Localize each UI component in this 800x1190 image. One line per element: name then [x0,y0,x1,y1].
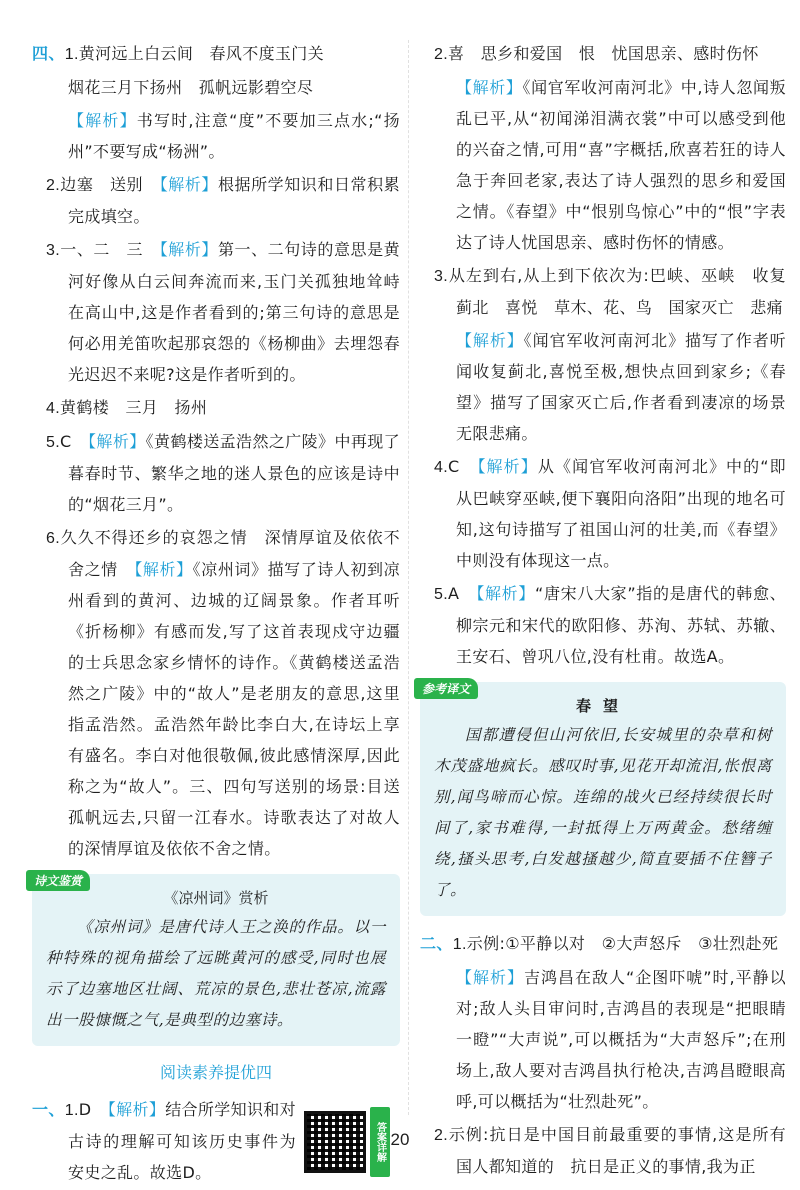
analysis-tag: 【解析】 [159,240,218,259]
q-num: 2. [46,177,61,194]
answer-r-q3 [420,260,786,323]
answer-text: D [78,1100,108,1119]
answer-text: C [60,432,89,451]
answer-s2-q2 [420,1119,786,1182]
q-num: 1. [64,1102,79,1119]
answer-text: 久久不得还乡的哀怨之情 深情厚谊及依依不舍之情 [60,528,400,579]
analysis-tag: 【解析】 [456,78,523,97]
answer-s4-q1 [32,38,400,70]
analysis-text: “唐宋八大家”指的是唐代的韩愈、柳宗元和宋代的欧阳修、苏洵、苏轼、苏辙、王安石、曾巩八位,没有杜甫。故选A。 [456,584,786,666]
section-label-4: 四、 [32,44,65,63]
q-num: 2. [434,46,449,63]
analysis-text: 《黄鹤楼送孟浩然之广陵》中再现了暮春时节、繁华之地的迷人景色的应该是诗中的“烟花三月”。 [68,432,400,514]
answer-s4-q4 [32,392,400,424]
q-num: 4. [434,459,449,476]
analysis-tag: 【解析】 [456,968,524,987]
section-label-1: 一、 [32,1100,65,1119]
analysis-text: 根据所学知识和日常积累完成填空。 [68,175,400,226]
analysis-tag: 【解析】 [476,584,536,603]
q-num: 4. [46,400,61,417]
column-divider [408,40,409,1115]
answer-text: 从左到右,从上到下依次为:巴峡、巫峡 收复蓟北 喜悦 草木、花、鸟 国家灭亡 悲痛 [448,266,786,317]
analysis-text: 吉鸿昌在敌人“企图吓唬”时,平静以对;敌人头目审问时,吉鸿昌的表现是“把眼睛一瞪”“大声说”,可以概括为“大声怒斥”;在刑场上,敌人要对吉鸿昌执行枪决,吉鸿昌瞪眼高呼,可以概括为“壮烈赴死”。 [456,968,786,1111]
analysis-tag: 【解析】 [68,111,137,130]
analysis-tag: 【解析】 [477,457,538,476]
analysis-tag: 【解析】 [88,432,146,451]
appreciation-title: 《凉州词》赏析 [163,889,269,907]
answer-s4-q5 [32,426,400,520]
qr-label: 答案详解 [370,1107,390,1177]
analysis-text: 《闻官军收河南河北》中,诗人忽闻叛乱已平,从“初闻涕泪满衣裳”中可以感受到他的兴奋之情,可用“喜”字概括,欣喜若狂的诗人急于奔回老家,表达了诗人强烈的思乡和爱国之情。《春望》中“恨别鸟惊心”中的“恨”字表达了诗人忧国思亲、感时伤怀的情感。 [456,78,786,252]
analysis [420,72,786,258]
translation-text: 国都遭侵但山河依旧,长安城里的杂草和树木茂盛地疯长。感叹时事,见花开却流泪,怅恨离别,闻鸟啼而心惊。连绵的战火已经持续很长时间了,家书难得,一封抵得上万两黄金。愁绪缠绕,搔头思考,白发越搔越少,简直要插不住簪子了。 [434,726,772,899]
answer-text: 示例:抗日是中国目前最重要的事情,这是所有国人都知道的 抗日是正义的事情,我为正 [448,1125,786,1176]
answer-r-q4 [420,451,786,576]
answer-s2-q1 [420,928,786,960]
analysis [420,962,786,1117]
answer-s4-q6 [32,522,400,864]
translation-label: 参考译文 [414,678,478,699]
analysis-text: 从《闻官军收河南河北》中的“即从巴峡穿巫峡,便下襄阳向洛阳”出现的地名可知,这句诗描写了祖国山河的壮美,而《春望》中则没有体现这一点。 [456,457,787,570]
answer-text: 一、二 三 [60,240,160,259]
q-num: 1. [64,46,79,63]
analysis-tag: 【解析】 [159,175,218,194]
answer-r-q2 [420,38,786,70]
appreciation-text: 《凉州词》是唐代诗人王之涣的作品。以一种特殊的视角描绘了远眺黄河的感受,同时也展示了边塞地区壮阔、荒凉的景色,悲壮苍凉,流露出一股慷慨之气,是典型的边塞诗。 [46,918,386,1029]
translation-box [420,682,786,916]
q-num: 1. [452,936,467,953]
analysis-tag: 【解析】 [134,560,193,579]
answer-text: 示例:①平静以对 ②大声怒斥 ③壮烈赴死 [466,934,779,953]
q-num: 3. [434,268,449,285]
left-column [32,38,400,1190]
answer-line: 黄河远上白云间 春风不度玉门关 [78,44,325,63]
answer-text: A [448,584,477,603]
analysis-tag: 【解析】 [107,1100,166,1119]
analysis [420,325,786,449]
answer-r-q5 [420,578,786,672]
analysis [32,105,400,167]
page-number: 20 [390,1130,410,1149]
answer-line: 烟花三月下扬州 孤帆远影碧空尽 [68,78,314,97]
translation-title: 春望 [575,697,630,715]
answer-line-2 [32,72,400,103]
analysis-text: 《凉州词》描写了诗人初到凉州看到的黄河、边城的辽阔景象。作者耳听《折杨柳》有感而发,写了这首表现戍守边疆的士兵思念家乡情怀的诗作。《黄鹤楼送孟浩然之广陵》中的“故人”是老朋友的意思,这里指孟浩然。孟浩然年龄比李白大,在诗坛上享有盛名。李白对他很敬佩,彼此感情深厚,因此称之为“故人”。三、四句写送别的场景:目送孤帆远去,只留一江春水。诗歌表达了对故人的深情厚谊及依依不舍之情。 [68,560,400,858]
q-num: 6. [46,530,61,547]
answer-s4-q2 [32,169,400,232]
analysis-text: 结合所学知识和对古诗的理解可知该历史事件为安史之乱。故选D。 [68,1100,296,1182]
analysis-text: 书写时,注意“度”不要加三点水;“扬州”不要写成“杨洲”。 [68,111,400,161]
analysis-text: 第一、二句诗的意思是黄河好像从白云间奔流而来,玉门关孤独地耸峙在高山中,这是作者看到的;第三句诗的意思是何必用羌笛吹起那哀怨的《杨柳曲》去埋怨春光迟迟不来呢?这是作者听到的。 [68,240,400,384]
right-column [420,38,786,1184]
q-num: 3. [46,242,61,259]
section-label-2: 二、 [420,934,453,953]
answer-s4-q3 [32,234,400,390]
analysis-text: 《闻官军收河南河北》描写了作者听闻收复蓟北,喜悦至极,想快点回到家乡;《春望》描写了国家灭亡后,作者看到凄凉的场景无限悲痛。 [456,331,786,443]
q-num: 5. [434,586,449,603]
q-num: 5. [46,434,61,451]
appreciation-box [32,874,400,1046]
answer-text: 黄鹤楼 三月 扬州 [60,398,208,417]
section-heading: 阅读素养提优四 [159,1063,272,1082]
analysis-tag: 【解析】 [456,331,524,350]
answer-text: C [448,457,478,476]
q-num: 2. [434,1127,449,1144]
appreciation-label: 诗文鉴赏 [26,870,90,891]
answer-text: 喜 思乡和爱国 恨 忧国思亲、感时伤怀 [448,44,759,63]
answer-text: 边塞 送别 [60,175,160,194]
